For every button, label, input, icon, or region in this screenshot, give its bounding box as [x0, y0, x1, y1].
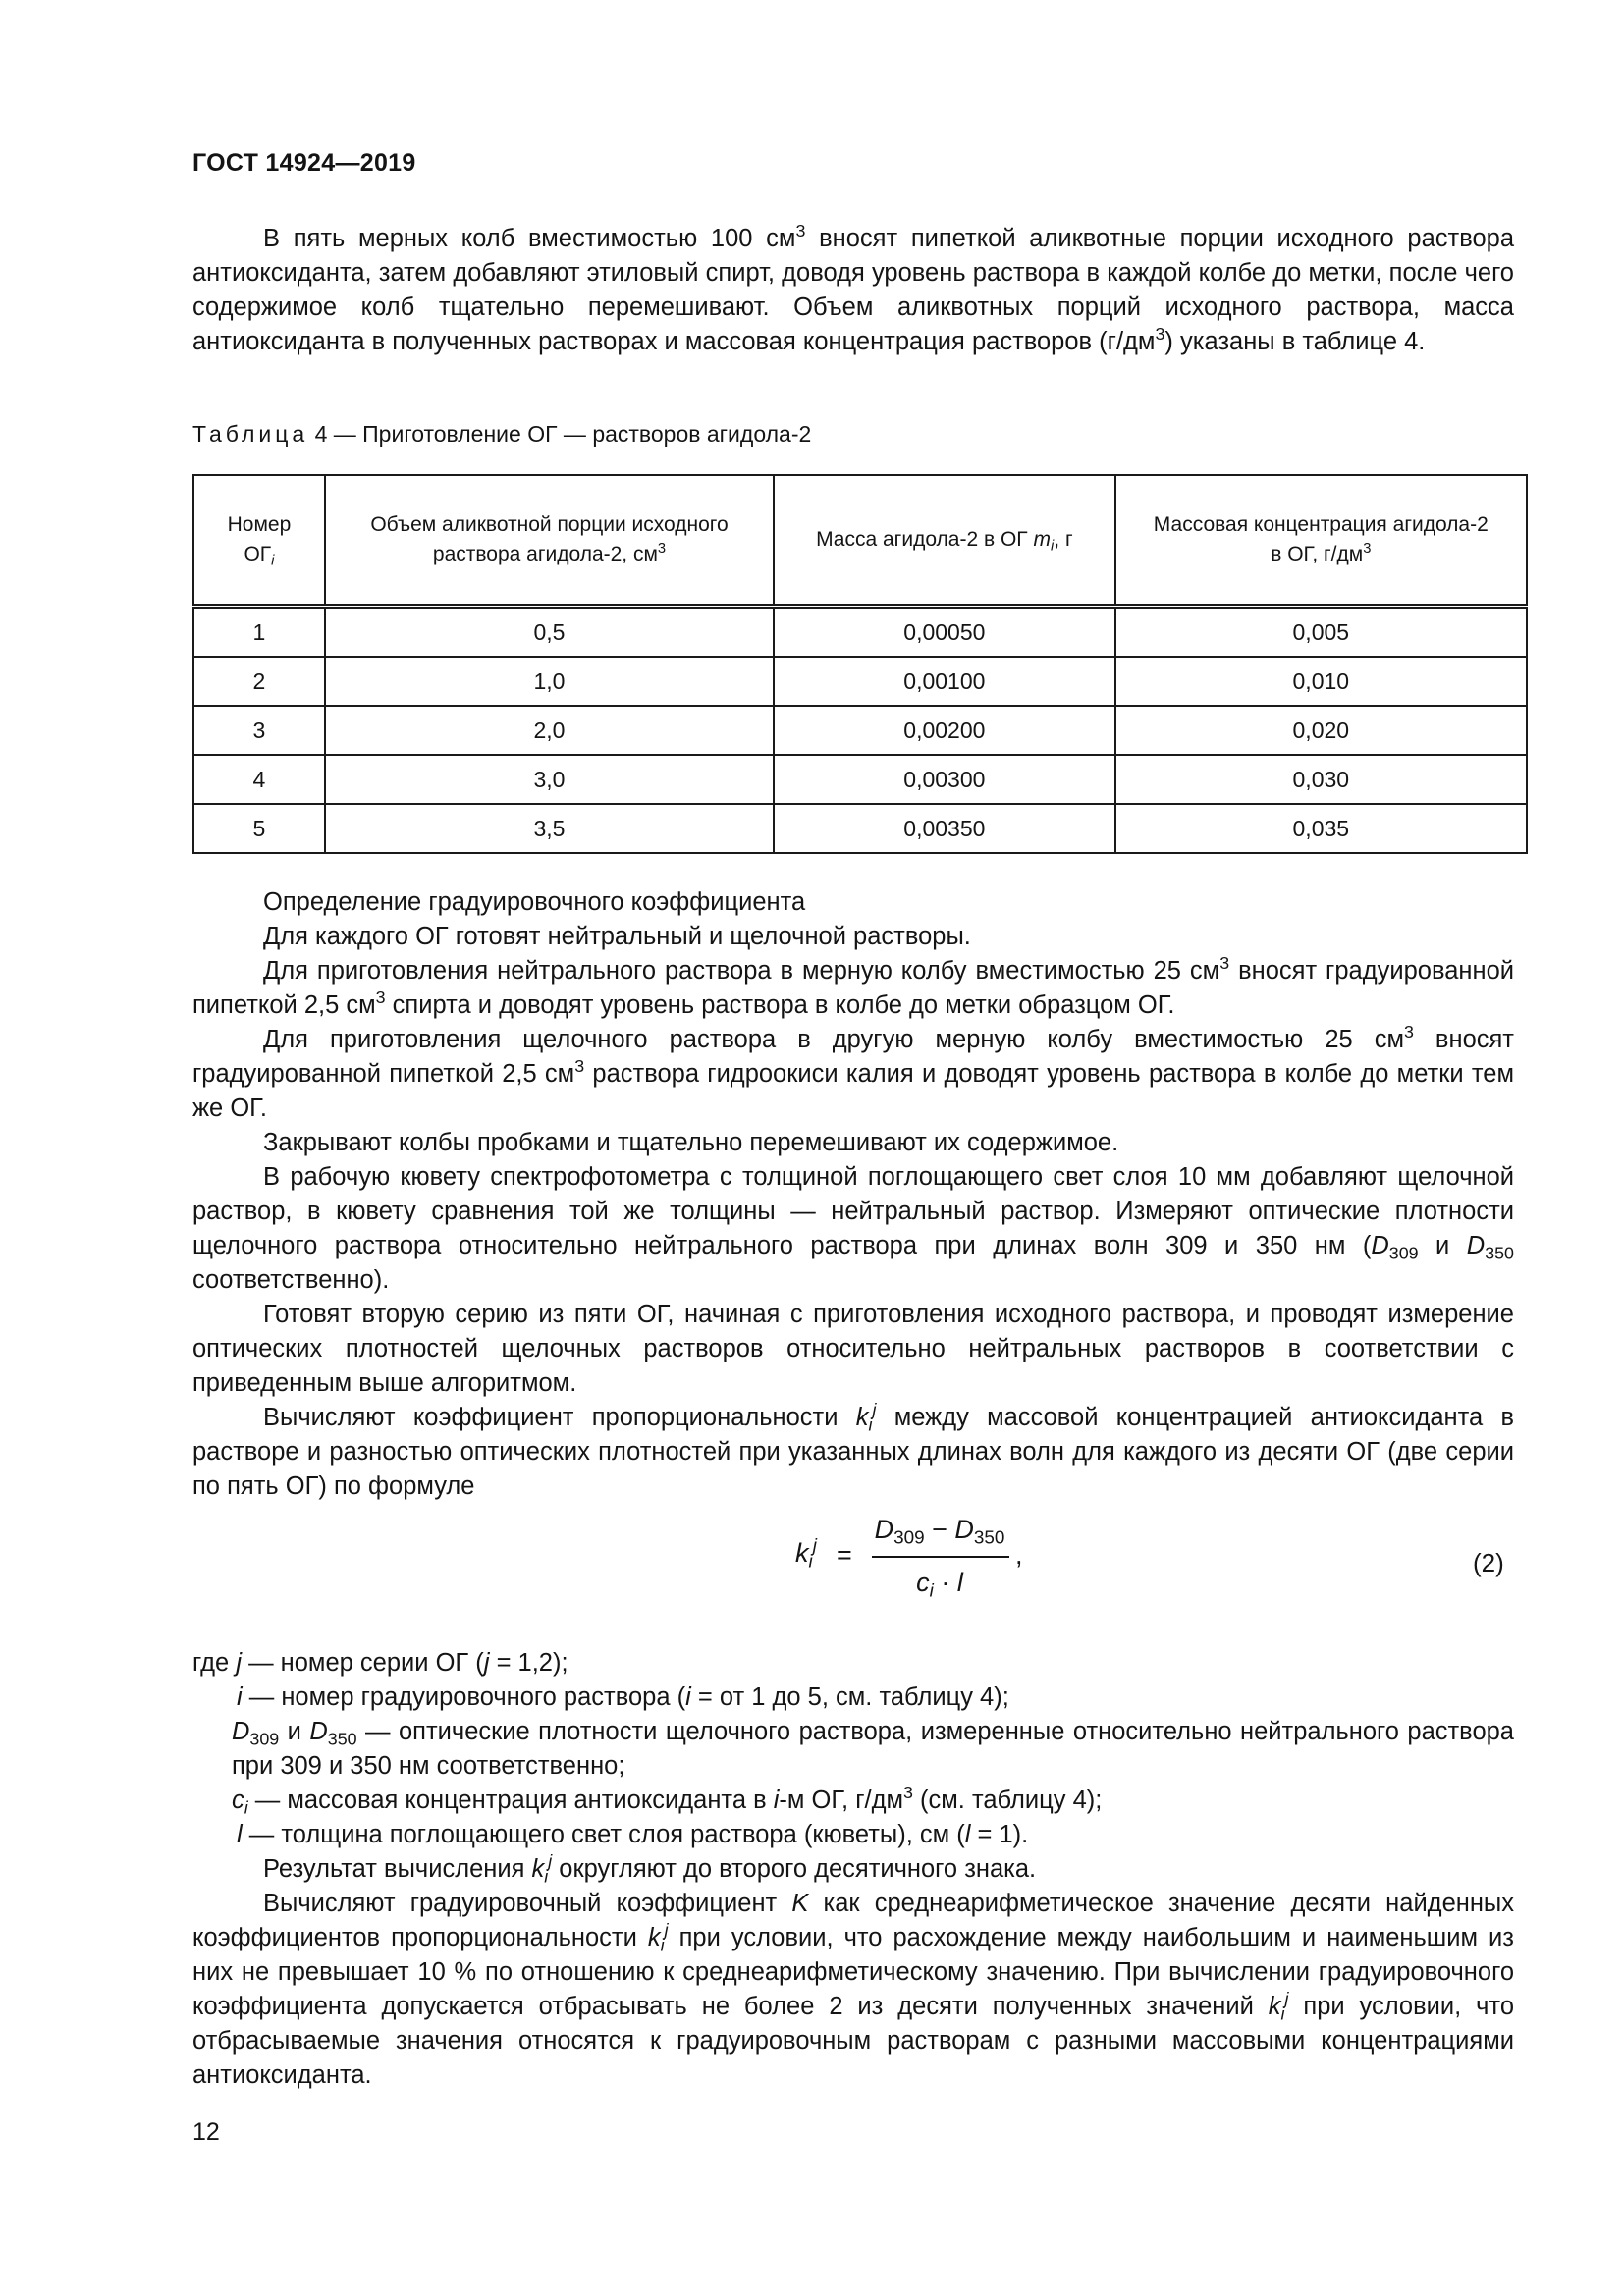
procedure-section — [192, 885, 1514, 1504]
where-section — [192, 1646, 1514, 2093]
cell-volume: 0,5 — [325, 607, 774, 658]
formula-2: $k_i^j$ = $D_{309} - D_{350}$ $c_i \cdot l$ , — [795, 1515, 1023, 1602]
cell-mass: 0,00350 — [774, 804, 1114, 853]
cell-concentration: 0,030 — [1115, 755, 1527, 804]
cell-volume: 1,0 — [325, 657, 774, 706]
preparation-table — [192, 474, 1528, 854]
cell-mass: 0,00300 — [774, 755, 1114, 804]
paragraph: Вычисляют градуировочный коэффициент K как среднеарифметическое значение десяти найденных коэффициентов пропорциональности $k_i^j$ при условии, что расхождение между наибольшим и наименьшим из них не превышает 10 % по отношению к среднеарифметическому значению. При вычислении градуировочного коэффициента допускается отбрасывать не более 2 из десяти полученных значений $k_i^j$ при условии, что отбрасываемые значения относятся к градуировочным растворам с разными массовыми концентрациями антиоксиданта. — [192, 1890, 1515, 2089]
paragraph: Для приготовления нейтрального раствора в мерную колбу вместимостью 25 $см^3$ вносят градуированной пипеткой 2,5 $см^3$ спирта и доводят уровень раствора в колбе до метки образцом ОГ. — [192, 953, 1514, 1019]
cell-concentration: 0,005 — [1115, 607, 1527, 658]
table-caption: Таблица 4 — Приготовление ОГ — растворов агидола-2 — [192, 421, 812, 447]
paragraph: Вычисляют коэффициент пропорциональности $k_i^j$ между массовой концентрацией антиоксиданта в растворе и разностью оптических плотностей при указанных длинах волн для каждого из десяти ОГ (две серии по пять ОГ) по формуле — [192, 1400, 1514, 1500]
header-concentration: Массовая концентрация агидола-2 в ОГ, $г/дм^3$ — [1115, 475, 1527, 607]
cell-og: 2 — [193, 657, 325, 706]
legend-item: $D_{309}$ и $D_{350}$ — оптические плотности щелочного раствора, измеренные относительно нейтрального раствора при 309 и 350 нм соответственно; — [232, 1718, 1514, 1780]
intro-text: В пять мерных колб вместимостью 100 $см^3$ вносят пипеткой аликвотные порции исходного раствора антиоксиданта, затем добавляют этиловый спирт, доводя уровень раствора в каждой колбе до метки, после чего содержимое колб тщательно перемешивают. Объем аликвотных порций исходного раствора, масса антиоксиданта в полученных растворах и массовая концентрация растворов $(г/дм^3)$ указаны в таблице 4. — [192, 221, 1514, 355]
table-row — [193, 706, 1527, 755]
cell-og: 4 — [193, 755, 325, 804]
cell-mass: 0,00050 — [774, 607, 1114, 658]
page-number: 12 — [192, 2118, 220, 2146]
table-row — [193, 755, 1527, 804]
intro-paragraph — [192, 222, 1514, 359]
table-row — [193, 607, 1527, 658]
cell-volume: 2,0 — [325, 706, 774, 755]
cell-og: 5 — [193, 804, 325, 853]
header-aliquot-volume: Объем аликвотной порции исходного раствора агидола-2, $см^3$ — [325, 475, 774, 607]
document-header: ГОСТ 14924—2019 — [192, 149, 416, 177]
paragraph: В рабочую кювету спектрофотометра с толщиной поглощающего свет слоя 10 мм добавляют щелочной раствор, в кювету сравнения той же толщины — нейтральный раствор. Измеряют оптические плотности щелочного раствора относительно нейтрального раствора при длинах волн 309 и 350 нм ($D_{309}$ и $D_{350}$ соответственно). — [192, 1163, 1514, 1294]
paragraph: Закрывают колбы пробками и тщательно перемешивают их содержимое. — [263, 1129, 1119, 1156]
fraction-bar — [872, 1556, 1009, 1558]
legend-item: где j — номер серии ОГ (j = 1,2); — [192, 1649, 568, 1677]
paragraph: Для приготовления щелочного раствора в другую мерную колбу вместимостью 25 $см^3$ вносят градуированной пипеткой 2,5 $см^3$ раствора гидроокиси калия и доводят уровень раствора в колбе до метки тем же ОГ. — [192, 1022, 1514, 1122]
legend-item: l — толщина поглощающего свет слоя раствора (кюветы), см (l = 1). — [237, 1821, 1029, 1848]
cell-concentration: 0,010 — [1115, 657, 1527, 706]
cell-og: 1 — [193, 607, 325, 658]
paragraph: Готовят вторую серию из пяти ОГ, начиная с приготовления исходного раствора, и проводят измерение оптических плотностей щелочных растворов относительно нейтральных растворов в соответствии с приведенным выше алгоритмом. — [192, 1301, 1514, 1397]
cell-og: 3 — [193, 706, 325, 755]
cell-volume: 3,0 — [325, 755, 774, 804]
cell-volume: 3,5 — [325, 804, 774, 853]
header-mass: Масса агидола-2 в ОГ $m_i$, г — [774, 475, 1114, 607]
cell-concentration: 0,035 — [1115, 804, 1527, 853]
cell-mass: 0,00200 — [774, 706, 1114, 755]
table-header-row — [193, 475, 1527, 607]
paragraph: Результат вычисления $k_i^j$ округляют до второго десятичного знака. — [263, 1851, 1037, 1887]
paragraph: Для каждого ОГ готовят нейтральный и щелочной растворы. — [263, 923, 971, 950]
section-heading: Определение градуировочного коэффициента — [263, 888, 806, 916]
legend-item: $c_i$ — массовая концентрация антиоксиданта в i-м ОГ, $г/дм^3$ (см. таблицу 4); — [232, 1783, 1103, 1818]
table-row — [193, 657, 1527, 706]
table-row — [193, 804, 1527, 853]
legend-item: i — номер градуировочного раствора (i = от 1 до 5, см. таблицу 4); — [237, 1683, 1009, 1711]
header-og-number: Номер $ОГ_i$ — [193, 475, 325, 607]
cell-concentration: 0,020 — [1115, 706, 1527, 755]
formula-number: (2) — [1473, 1548, 1504, 1577]
cell-mass: 0,00100 — [774, 657, 1114, 706]
